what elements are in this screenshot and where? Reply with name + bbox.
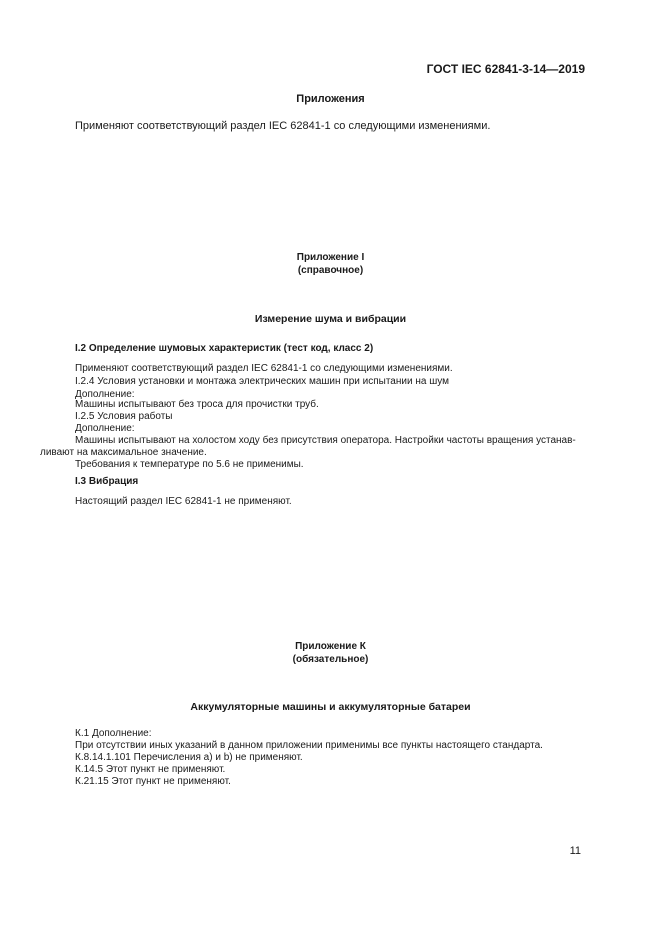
i2-line: Машины испытывают без троса для прочистки труб. <box>75 399 319 410</box>
k-line: При отсутствии иных указаний в данном приложении применимы все пункты настоящего стандарта. <box>75 740 543 751</box>
i2-line: Применяют соответствующий раздел IEC 62841-1 со следующими изменениями. <box>75 363 453 374</box>
section-i3-text: Настоящий раздел IEC 62841-1 не применяют. <box>75 496 292 507</box>
appendices-title: Приложения <box>296 93 365 105</box>
section-i2-heading: I.2 Определение шумовых характеристик (тест код, класс 2) <box>75 343 374 354</box>
i2-line: I.2.5 Условия работы <box>75 411 173 422</box>
k-line: К.8.14.1.101 Перечисления a) и b) не применяют. <box>75 752 303 763</box>
page-number: 11 <box>569 845 581 857</box>
appendix-k-label: Приложение К <box>295 641 366 652</box>
appendix-i-label: Приложение I <box>296 252 365 263</box>
i2-line: Дополнение: <box>75 423 135 434</box>
appendices-intro: Применяют соответствующий раздел IEC 62841-1 со следующими изменениями. <box>75 120 491 132</box>
appendix-i-title: Измерение шума и вибрации <box>254 313 407 325</box>
appendix-k-status: (обязательное) <box>292 654 369 665</box>
appendix-k-title: Аккумуляторные машины и аккумуляторные батареи <box>190 701 471 713</box>
section-i3-heading: I.3 Вибрация <box>75 476 139 487</box>
k-line: К.21.15 Этот пункт не применяют. <box>75 776 231 787</box>
i2-line: Требования к температуре по 5.6 не применимы. <box>75 459 304 470</box>
document-header: ГОСТ IEC 62841-3-14—2019 <box>426 62 585 76</box>
appendix-i-status: (справочное) <box>297 265 364 276</box>
i2-line: I.2.4 Условия установки и монтажа электрических машин при испытании на шум <box>75 376 449 387</box>
i2-line: Дополнение: <box>75 389 135 400</box>
i2-line: ливают на максимальное значение. <box>40 447 207 458</box>
k-line: К.1 Дополнение: <box>75 728 152 739</box>
k-line: К.14.5 Этот пункт не применяют. <box>75 764 226 775</box>
i2-line: Машины испытывают на холостом ходу без присутствия оператора. Настройки частоты вращения устанав- <box>75 435 576 446</box>
